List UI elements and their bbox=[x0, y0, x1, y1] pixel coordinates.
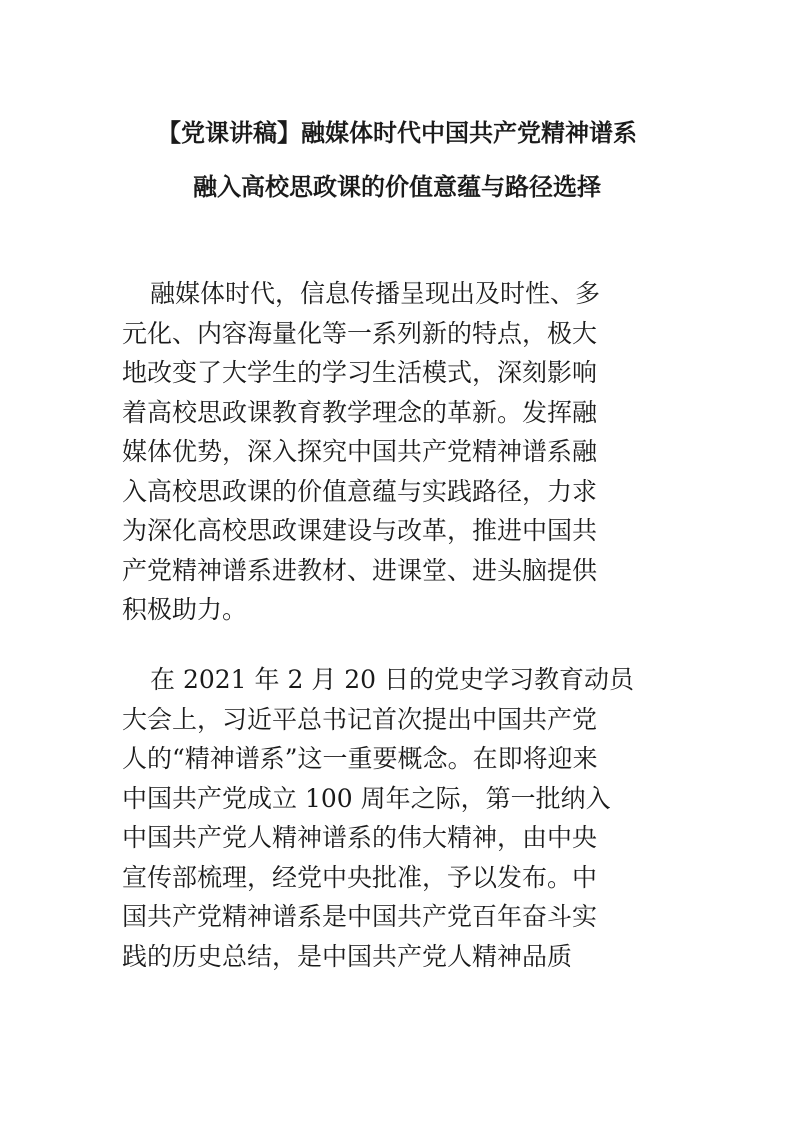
paragraph-line: 国共产党精神谱系是中国共产党百年奋斗实 bbox=[122, 902, 598, 931]
paragraph-line: 中国共产党成立 100 周年之际，第一批纳入 bbox=[122, 783, 611, 813]
paragraph-line: 在 2021 年 2 月 20 日的党史学习教育动员 bbox=[150, 665, 635, 694]
paragraph-line: 中国共产党人精神谱系的伟大精神，由中央 bbox=[122, 823, 598, 852]
paragraph-line: 融媒体时代，信息传播呈现出及时性、多 bbox=[150, 279, 601, 308]
paragraph-line: 为深化高校思政课建设与改革，推进中国共 bbox=[122, 516, 598, 545]
document-title-line-1: 【党课讲稿】融媒体时代中国共产党精神谱系 bbox=[157, 119, 637, 147]
paragraph-line: 践的历史总结，是中国共产党人精神品质 bbox=[122, 941, 573, 971]
paragraph-1 bbox=[122, 274, 674, 630]
document-title-line-2: 融入高校思政课的价值意蕴与路径选择 bbox=[193, 173, 601, 201]
paragraph-line: 大会上，习近平总书记首次提出中国共产党 bbox=[122, 704, 598, 734]
paragraph-2 bbox=[122, 660, 674, 976]
paragraph-line: 产党精神谱系进教材、进课堂、进头脑提供 bbox=[122, 555, 598, 585]
paragraph-line: 地改变了大学生的学习生活模式，深刻影响 bbox=[122, 358, 598, 387]
paragraph-line: 着高校思政课教育教学理念的革新。发挥融 bbox=[122, 397, 598, 427]
paragraph-line: 宣传部梳理，经党中央批准，予以发布。中 bbox=[122, 862, 598, 892]
paragraph-line: 人的“精神谱系”这一重要概念。在即将迎来 bbox=[122, 744, 598, 773]
paragraph-line: 入高校思政课的价值意蕴与实践路径，力求 bbox=[122, 476, 598, 506]
paragraph-line: 积极助力。 bbox=[122, 595, 248, 624]
paragraph-line: 元化、内容海量化等一系列新的特点，极大 bbox=[122, 318, 598, 348]
paragraph-line: 媒体优势，深入探究中国共产党精神谱系融 bbox=[122, 437, 598, 466]
